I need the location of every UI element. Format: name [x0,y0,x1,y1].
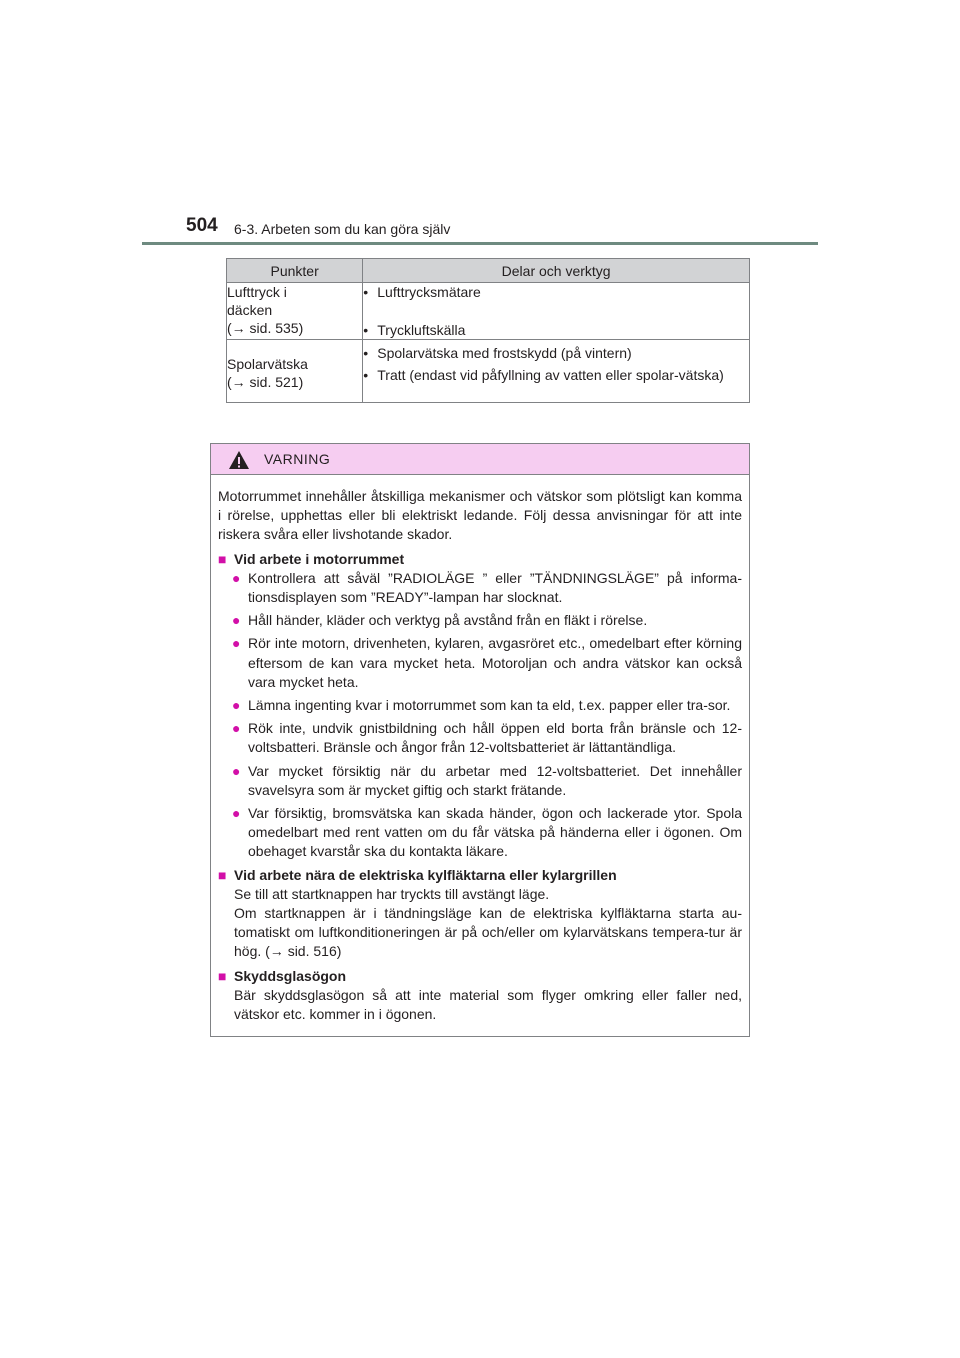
bullet-marker: ● [232,697,241,714]
section-text-line: Om startknappen är i tändningsläge kan de elektriska kylfläktarna starta au-tomatiskt om luftkonditioneringen är på och/eller om kylarvätskans tempera-tur är hög. (→ sid. 516) [234,905,742,960]
tool-item [363,366,749,384]
bullet-marker: • [363,284,369,300]
list-item-text: Var försiktig, bromsvätska kan skada händer, ögon och lackerade ytor. Spola omedelbart med rent vatten om du får vätska på händerna eller i ögonen. Om obehaget kvarstår ska du kontakta läkare. [248,805,742,860]
section-text [218,986,742,1024]
list-item [218,762,742,800]
item-cell [227,283,363,340]
section-heading-text: Skyddsglasögon [234,967,347,984]
bullet-marker: ● [232,569,241,586]
warning-title: VARNING [264,451,331,467]
list-item-text: Kontrollera att såväl ”RADIOLÄGE ” eller ”TÄNDNINGSLÄGE” på informa-tionsdisplayen som ”READY”-lampan har slocknat. [248,569,742,606]
list-item-text: Lämna ingenting kvar i motorrummet som kan ta eld, t.ex. papper eller tra-sor. [248,697,731,714]
table-row [227,283,750,340]
list-item [218,634,742,692]
tool-item [363,283,749,301]
item-line: däcken [227,302,273,318]
bullet-marker: ● [232,720,241,737]
table-row [227,340,750,403]
section-heading [218,967,742,986]
tool-text: Tratt (endast vid påfyllning av vatten eller spolar-vätska) [377,367,724,383]
tool-text: Spolarvätska med frostskydd (på vintern) [377,345,632,361]
tool-item [363,344,749,362]
bullet-marker: • [363,345,369,361]
section-heading [218,550,742,569]
warning-body [211,475,749,1024]
parts-table [226,258,750,403]
warning-box [210,443,750,1037]
column-header-tools: Delar och verktyg [363,259,750,283]
section-text-line: Bär skyddsglasögon så att inte material som flyger omkring eller faller ned, vätskor etc. kommer in i ögonen. [234,986,742,1023]
section-text-line: Se till att startknappen har tryckts till avstängt läge. [234,885,550,902]
item-cell [227,340,363,403]
tools-cell [363,283,750,340]
item-line: Lufttryck i [227,284,287,300]
page-reference: (→ sid. 535) [227,320,304,336]
section-heading [218,866,742,885]
bullet-marker: ● [232,762,241,779]
bullet-marker: • [363,367,369,383]
list-item [218,719,742,757]
section-heading-text: Vid arbete nära de elektriska kylfläktarna eller kylargrillen [234,866,617,883]
list-item-text: Rör inte motorn, drivenheten, kylaren, avgasröret etc., omedelbart efter körning eftersom de kan vara mycket heta. Motoroljan och andra vätskor kan också vara mycket heta. [248,635,742,690]
warning-triangle-icon [228,450,250,470]
column-header-items: Punkter [227,259,363,283]
table-header-row [227,259,750,283]
tool-text: Lufttrycksmätare [377,284,481,300]
bullet-marker: ● [232,635,241,652]
section-title: 6-3. Arbeten som du kan göra själv [234,221,451,237]
bullet-marker: ● [232,612,241,629]
list-item [218,611,742,630]
section-marker: ■ [218,550,227,567]
list-item [218,696,742,715]
bullet-marker: • [363,322,369,338]
header-rule [142,242,818,245]
list-item-text: Var mycket försiktig när du arbetar med 12-voltsbatteriet. Det innehåller svavelsyra som är mycket giftig och starkt frätande. [248,762,742,798]
list-item [218,804,742,862]
bullet-marker: ● [232,805,241,822]
tools-cell [363,340,750,403]
section-heading-text: Vid arbete i motorrummet [234,550,405,567]
list-item-text: Håll händer, kläder och verktyg på avstånd från en fläkt i rörelse. [248,612,648,629]
page-number: 504 [186,215,218,236]
warning-intro: Motorrummet innehåller åtskilliga mekanismer och vätskor som plötsligt kan komma i rörelse, upphettas eller bli elektriskt ledande. Följ dessa anvisningar för att inte riskera svåra eller livshotande skador. [218,488,742,543]
list-item [218,569,742,607]
list-item-text: Rök inte, undvik gnistbildning och håll öppen eld borta från bränsle och 12-voltsbatteri. Bränsle och ångor från 12-voltsbatteriet är lättantändliga. [248,720,742,756]
section-marker: ■ [218,866,227,883]
warning-header [211,444,749,475]
section-marker: ■ [218,967,227,984]
bullet-list [218,569,742,862]
item-line: Spolarvätska [227,356,308,372]
section-text [218,885,742,962]
tool-text: Tryckluftskälla [377,322,466,338]
tool-item [363,321,749,339]
page-reference: (→ sid. 521) [227,374,304,390]
